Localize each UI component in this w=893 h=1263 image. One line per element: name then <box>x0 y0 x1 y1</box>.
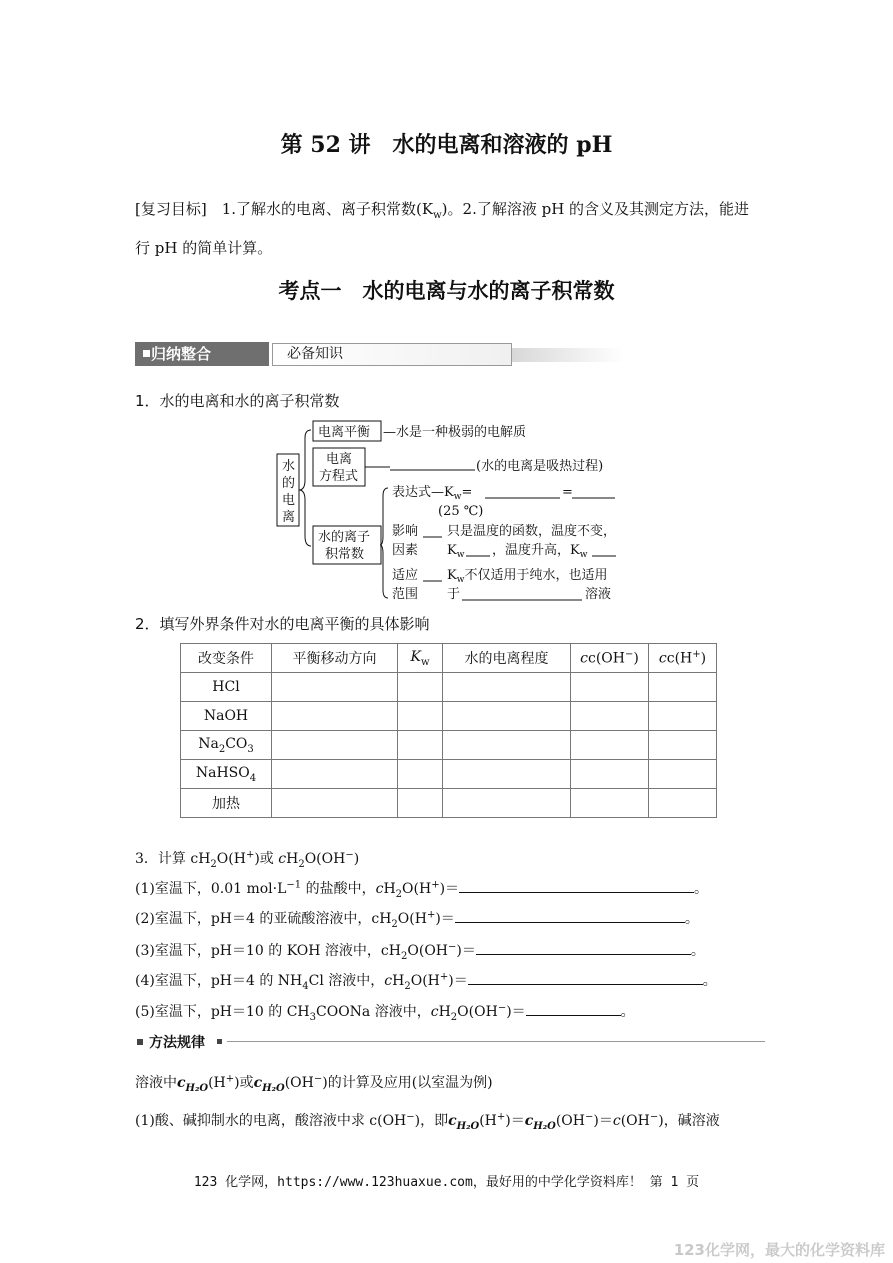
question-3-item: (1)室温下，0.01 $mol\cdot L^{-1}$ 的盐酸中，$cH_2O(H^+)=$ 。 <box>135 879 709 900</box>
svg-text:适应: 适应 <box>392 568 419 583</box>
table-header: 平衡移动方向 <box>272 644 398 673</box>
svg-text:电离平衡: 电离平衡 <box>318 425 371 440</box>
svg-text:范围: 范围 <box>392 587 419 602</box>
expr-label: 表达式$—K_w=$ <box>392 485 473 502</box>
table-row: NaOH <box>181 702 717 731</box>
effect-line1: 只是温度的函数，温度不变， <box>447 524 617 539</box>
table-header-row <box>181 644 717 673</box>
table-row: HCl <box>181 673 717 702</box>
expr-temp: (25 ℃) <box>438 504 484 519</box>
question-3-item: (2)室温下，pH＝4 的亚硫酸溶液中，$cH_2O(H^+)=$ 。 <box>135 909 699 930</box>
question-3-item: (4)室温下，pH＝4 的 $NH_4Cl$ 溶液中，$cH_2O(H^+)=$ 。 <box>135 971 717 992</box>
method-bar: 方法规律 <box>135 1032 765 1052</box>
page-title: 第 52 讲 水的电离和溶液的 pH <box>280 132 613 158</box>
banner-dark: 归纳整合 <box>135 342 269 366</box>
svg-text:因素: 因素 <box>392 543 419 558</box>
heading-1: 1．水的电离和水的离子积常数 <box>135 392 340 410</box>
node1-desc: —水是一种极弱的电解质 <box>383 425 527 440</box>
table-header: 改变条件 <box>181 644 272 673</box>
root-char: 水 <box>282 459 296 474</box>
root-char: 的 <box>282 476 296 491</box>
page-footer: 123 化学网，https://www.123huaxue.com，最好用的中学化学资料库！ 第 1 页 <box>193 1175 700 1190</box>
svg-text:于: 于 <box>447 587 461 602</box>
review-goals: [复习目标] 1.了解水的电离、离子积常数$(K_w)$。2.了解溶液 pH 的含义及其测定方法，能进 行 pH 的简单计算。 <box>135 200 750 257</box>
effect-line2: $K_w$ <box>447 543 465 560</box>
svg-text:积常数: 积常数 <box>325 547 365 562</box>
banner-fade <box>512 348 624 362</box>
table-row: 加热 <box>181 789 717 818</box>
section-banner <box>135 342 487 368</box>
scope-line1: $K_w$不仅适用于纯水，也适用 <box>447 568 608 585</box>
square-icon <box>137 1039 143 1045</box>
svg-text:=: = <box>562 485 573 500</box>
ionization-diagram <box>270 418 630 608</box>
svg-text:影响: 影响 <box>392 524 419 539</box>
section-title: 考点一 水的电离与水的离子积常数 <box>278 278 615 303</box>
table-header: 水的电离程度 <box>443 644 571 673</box>
method-paragraph-2: (1)酸、碱抑制水的电离，酸溶液中求 c(OH−)，即$c_{H_2O}(H^+)=c_{H_2O}(OH^-)=c(OH^-)$，碱溶液 <box>135 1111 720 1132</box>
review-tag: [复习目标] <box>135 200 207 218</box>
method-paragraph-1: 溶液中$c_{H_2O}(H^+)$或$c_{H_2O}(OH^-)$的计算及应用(以室温为例) <box>135 1073 493 1094</box>
effect-line2b: ，温度升高，$K_w$ <box>492 543 588 560</box>
svg-text:水的离子: 水的离子 <box>318 530 371 545</box>
svg-text:方程式: 方程式 <box>319 469 359 484</box>
root-char: 离 <box>282 510 296 525</box>
svg-text:(水的电离是吸热过程): (水的电离是吸热过程) <box>476 459 604 474</box>
square-icon <box>143 350 150 357</box>
table-header: cc(H+) <box>649 644 717 673</box>
square-icon <box>217 1039 222 1044</box>
table-row: $Na_2CO_3$ <box>181 731 717 760</box>
table-header: $K_w$ <box>398 644 443 673</box>
heading-2: 2．填写外界条件对水的电离平衡的具体影响 <box>135 615 430 633</box>
divider <box>227 1041 765 1042</box>
question-3-item: (5)室温下，pH＝10 的 $CH_3COONa$ 溶液中，$cH_2O(OH^-)=$ 。 <box>135 1002 635 1023</box>
root-char: 电 <box>282 493 296 508</box>
question-3-head: 3．计算 $cH_2O(H^+)$或 $cH_2O(OH^-)$ <box>135 849 360 870</box>
banner-light: 必备知识 <box>272 343 512 366</box>
svg-text:电离: 电离 <box>326 452 353 467</box>
effects-table <box>180 643 717 818</box>
main-brace <box>299 430 311 546</box>
svg-text:溶液: 溶液 <box>585 587 612 602</box>
table-row: NaHSO$_4$ <box>181 760 717 789</box>
watermark: 123化学网，最大的化学资料库 <box>673 1241 885 1259</box>
table-header: cc(OH−) <box>571 644 649 673</box>
question-3-item: (3)室温下，pH＝10 的 KOH 溶液中，$cH_2O(OH^-)=$ 。 <box>135 941 705 962</box>
